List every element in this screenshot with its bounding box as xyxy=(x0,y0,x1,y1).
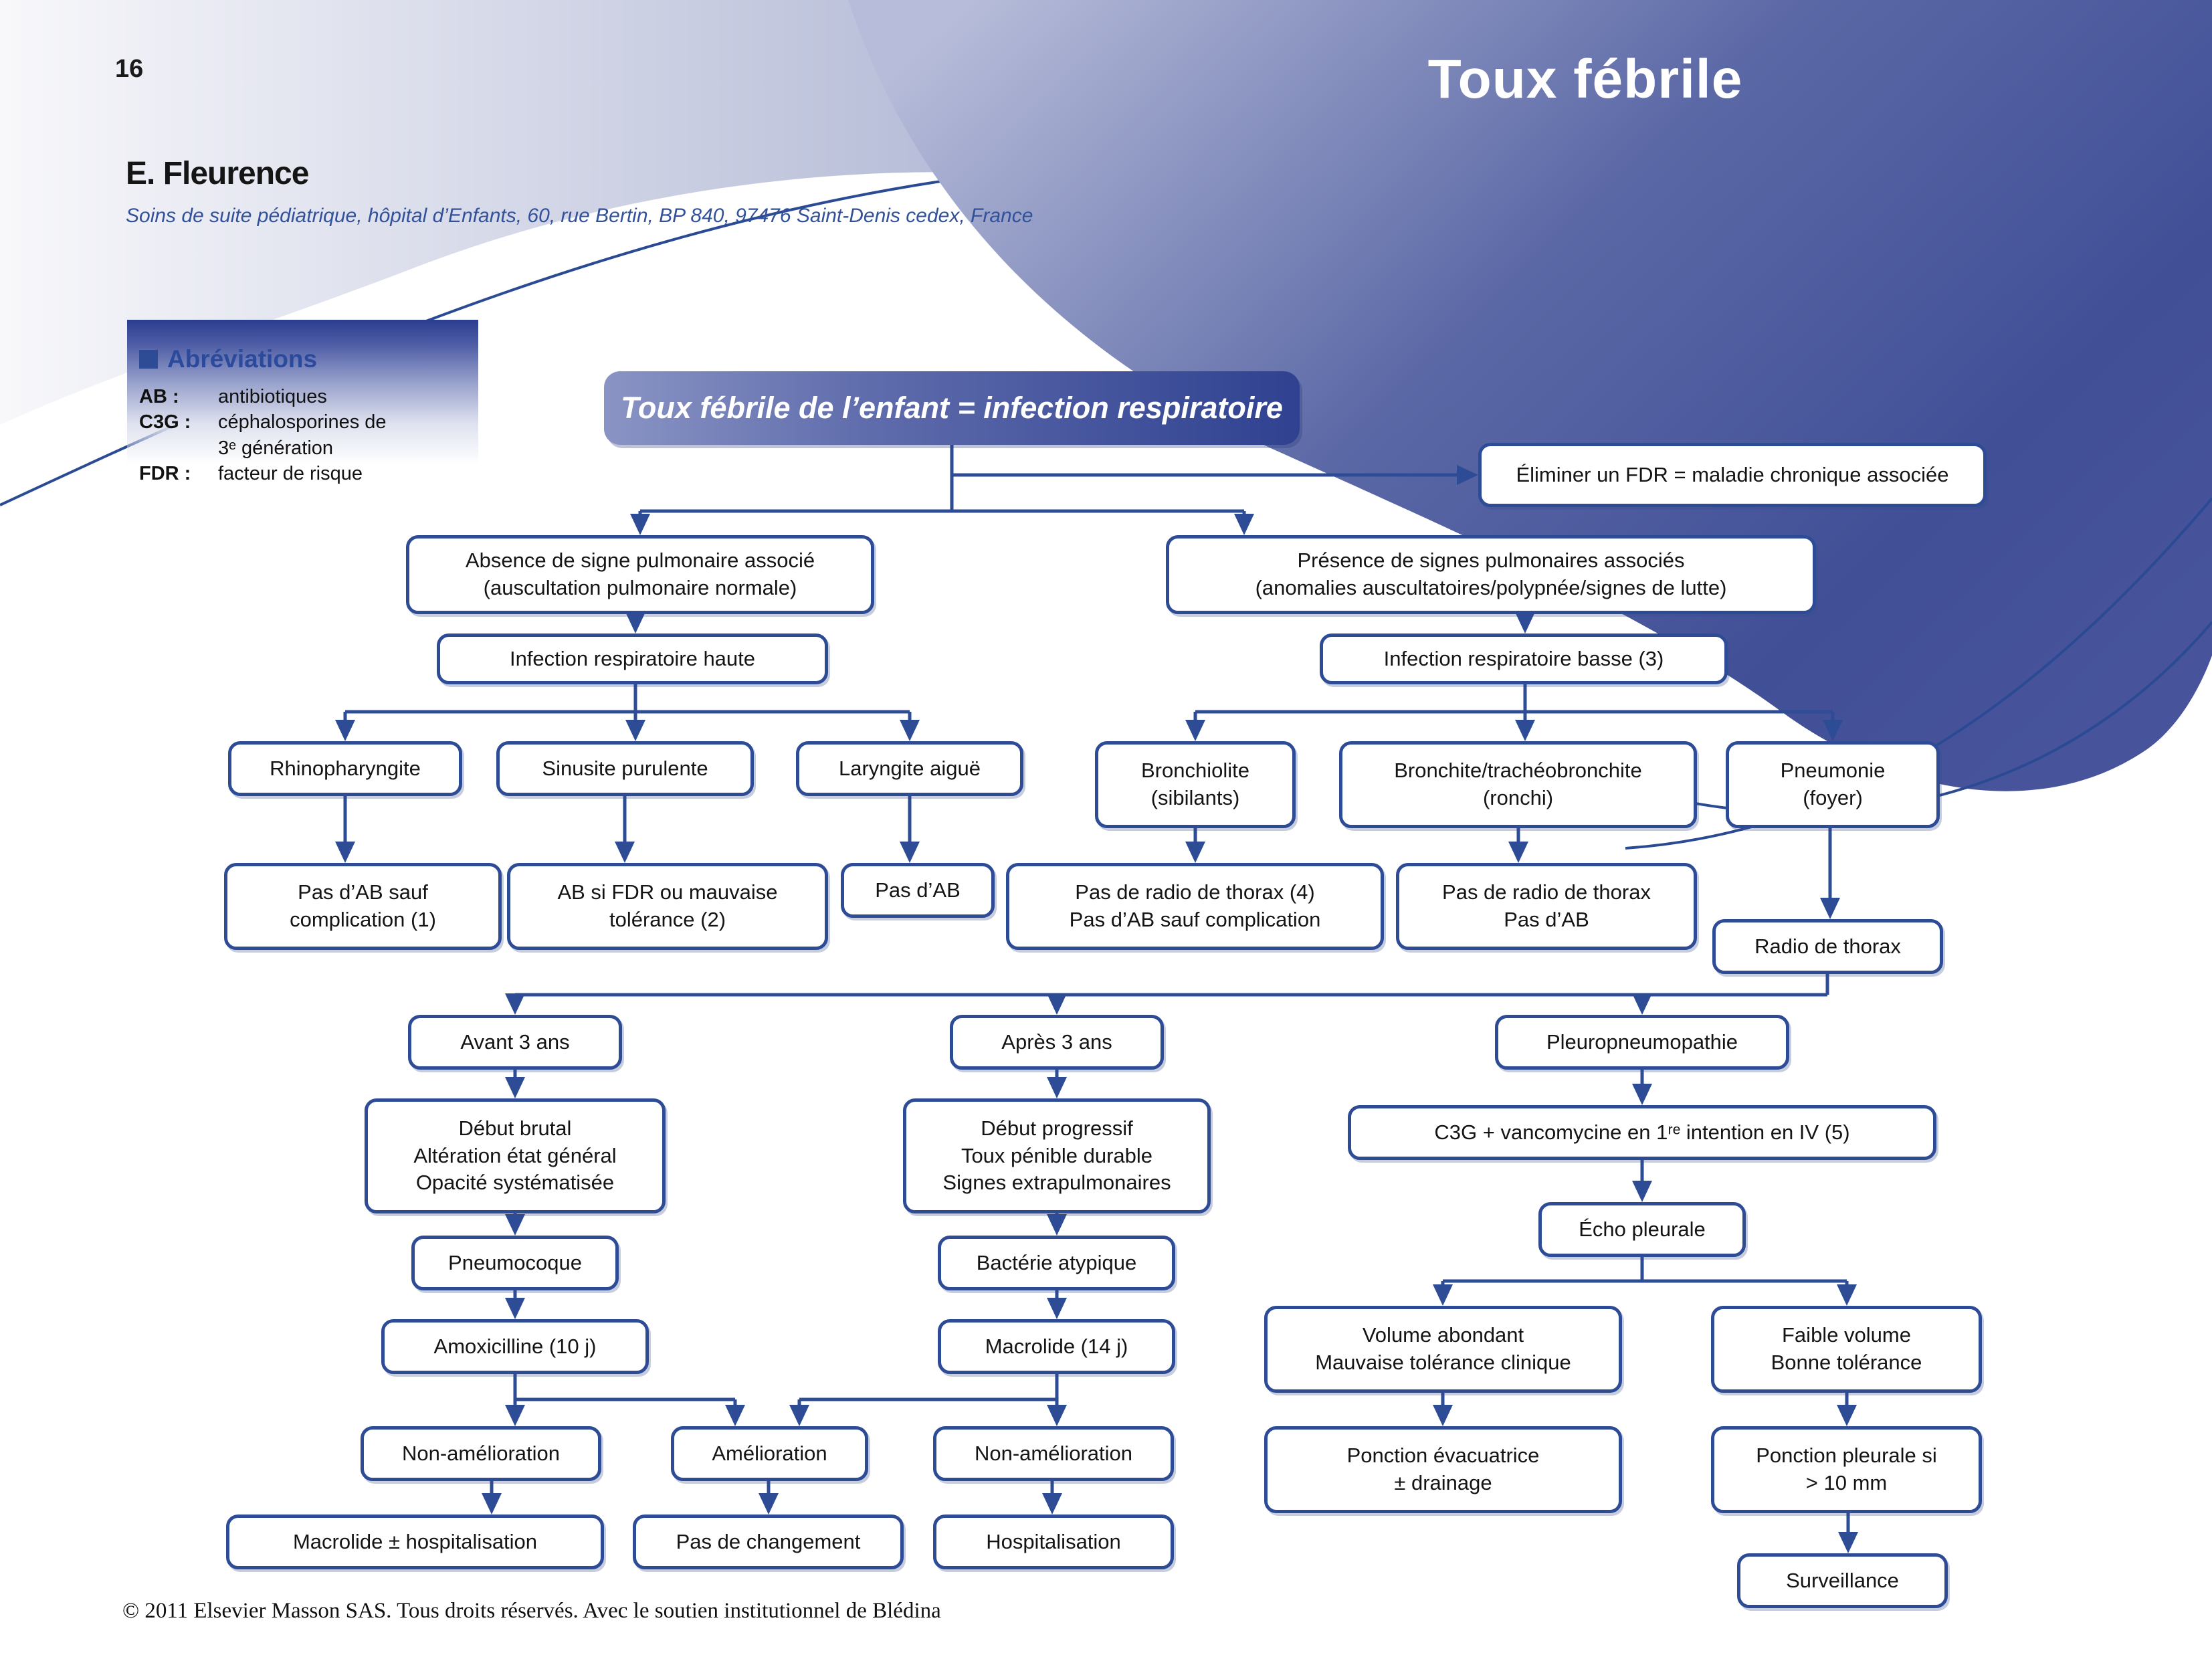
node-line: Pas d’AB xyxy=(875,878,961,902)
node-line: Infection respiratoire haute xyxy=(509,646,756,670)
node-absence-signe xyxy=(406,535,874,614)
node-faible-volume xyxy=(1711,1306,1982,1393)
node-debut-progressif xyxy=(903,1098,1211,1213)
node-pas-de-changement xyxy=(633,1515,904,1569)
node-line: Non-amélioration xyxy=(974,1441,1133,1465)
abbreviation-definition-line: 3ᵉ génération xyxy=(218,437,334,459)
node-line: Pneumonie xyxy=(1780,759,1886,783)
node-line: Pas de changement xyxy=(676,1529,861,1553)
node-line: Laryngite aiguë xyxy=(839,756,981,780)
node-pas-radio-4 xyxy=(1006,863,1384,950)
node-echo-pleurale xyxy=(1538,1202,1746,1257)
node-non-amelioration-1 xyxy=(361,1426,601,1481)
abbreviations-list xyxy=(139,384,466,486)
node-line: Opacité systématisée xyxy=(415,1171,615,1195)
node-line: Ponction pleurale si xyxy=(1756,1444,1937,1468)
node-pas-ab xyxy=(841,863,995,918)
node-line: Volume abondant xyxy=(1362,1323,1524,1347)
node-c3g-vancomycine xyxy=(1348,1105,1936,1160)
abbreviation-term: C3G : xyxy=(139,411,191,433)
node-infection-haute xyxy=(437,633,828,684)
node-line: Toux fébrile de l’enfant = infection respiratoire xyxy=(621,391,1283,425)
node-line: Hospitalisation xyxy=(986,1529,1121,1553)
node-volume-abondant xyxy=(1264,1306,1622,1393)
node-line: Altération état général xyxy=(413,1143,617,1167)
node-root xyxy=(604,371,1300,445)
node-pas-ab-sauf-complication xyxy=(224,863,502,950)
node-line: Éliminer un FDR = maladie chronique associée xyxy=(1516,462,1949,486)
node-line: Faible volume xyxy=(1782,1323,1911,1347)
node-infection-basse xyxy=(1320,633,1728,684)
abbreviation-definition-line: antibiotiques xyxy=(218,386,327,407)
node-line: Radio de thorax xyxy=(1754,934,1901,958)
node-line: Bonne tolérance xyxy=(1771,1351,1922,1374)
node-pleuropneumopathie xyxy=(1495,1015,1789,1070)
node-ponction-pleurale xyxy=(1711,1426,1982,1513)
node-line: Infection respiratoire basse (3) xyxy=(1383,646,1664,670)
node-amelioration xyxy=(671,1426,868,1481)
abbreviation-row xyxy=(139,384,466,409)
node-line: Bronchite/trachéobronchite xyxy=(1394,759,1642,783)
node-presence-signes xyxy=(1166,535,1816,614)
author-affiliation: Soins de suite pédiatrique, hôpital d’Enfants, 60, rue Bertin, BP 840, 97476 Saint-Denis cedex, France xyxy=(126,205,1033,227)
node-apres-3-ans xyxy=(950,1015,1164,1070)
node-line: ± drainage xyxy=(1394,1471,1492,1494)
node-line: tolérance (2) xyxy=(609,908,726,931)
node-line: Après 3 ans xyxy=(1001,1030,1112,1054)
node-non-amelioration-2 xyxy=(933,1426,1174,1481)
node-line: C3G + vancomycine en 1ʳᵉ intention en IV (5) xyxy=(1434,1120,1850,1144)
node-line: Avant 3 ans xyxy=(460,1030,570,1054)
node-line: Bactérie atypique xyxy=(976,1250,1137,1274)
node-line: Sinusite purulente xyxy=(542,756,708,780)
node-line: (auscultation pulmonaire normale) xyxy=(483,576,797,599)
node-eliminer-fdr xyxy=(1478,443,1987,507)
node-ab-si-fdr xyxy=(507,863,828,950)
abbreviation-definition xyxy=(218,461,466,486)
node-line: (anomalies auscultatoires/polypnée/signes de lutte) xyxy=(1255,576,1727,599)
node-line: Pneumocoque xyxy=(448,1250,582,1274)
node-line: Mauvaise tolérance clinique xyxy=(1315,1351,1571,1374)
node-surveillance xyxy=(1737,1553,1948,1608)
node-bronchiolite xyxy=(1095,741,1296,828)
abbreviation-definition xyxy=(218,409,466,461)
square-bullet-icon xyxy=(139,350,158,369)
abbreviation-row xyxy=(139,461,466,486)
page-number: 16 xyxy=(115,55,144,83)
node-line: Pleuropneumopathie xyxy=(1546,1030,1738,1054)
node-line: Macrolide ± hospitalisation xyxy=(292,1529,538,1553)
node-line: Ponction évacuatrice xyxy=(1346,1444,1540,1468)
node-line: Pas d’AB sauf complication xyxy=(1069,908,1321,931)
abbreviation-term: AB : xyxy=(139,386,179,407)
node-line: Toux pénible durable xyxy=(961,1143,1153,1167)
node-line: (foyer) xyxy=(1803,786,1863,809)
abbreviations-title xyxy=(139,345,466,373)
footer-copyright: © 2011 Elsevier Masson SAS. Tous droits réservés. Avec le soutien institutionnel de Blédina xyxy=(122,1599,941,1623)
node-line: Pas de radio de thorax xyxy=(1442,880,1651,904)
node-line: (sibilants) xyxy=(1150,786,1240,809)
node-pneumocoque xyxy=(411,1236,619,1290)
node-line: Début brutal xyxy=(458,1116,572,1140)
node-line: complication (1) xyxy=(290,908,436,931)
node-line: Amoxicilline (10 j) xyxy=(433,1334,597,1358)
node-line: Présence de signes pulmonaires associés xyxy=(1297,549,1685,573)
node-debut-brutal xyxy=(365,1098,666,1213)
node-pneumonie xyxy=(1726,741,1940,828)
abbreviation-definition-line: facteur de risque xyxy=(218,462,363,484)
node-macrolide-14j xyxy=(938,1319,1175,1374)
node-line: Surveillance xyxy=(1786,1568,1899,1592)
node-line: Début progressif xyxy=(981,1116,1133,1140)
node-macrolide-hospitalisation xyxy=(226,1515,604,1569)
node-hospitalisation xyxy=(933,1515,1174,1569)
node-line: Pas de radio de thorax (4) xyxy=(1075,880,1315,904)
node-amoxicilline xyxy=(381,1319,649,1374)
node-line: Pas d’AB xyxy=(1504,908,1589,931)
node-line: AB si FDR ou mauvaise xyxy=(557,880,778,904)
node-line: Pas d’AB sauf xyxy=(298,880,428,904)
node-line: > 10 mm xyxy=(1805,1471,1888,1494)
node-line: Non-amélioration xyxy=(401,1441,561,1465)
node-line: Écho pleurale xyxy=(1579,1217,1706,1241)
abbreviations-box xyxy=(127,320,478,520)
node-line: Amélioration xyxy=(712,1441,827,1465)
abbreviation-definition-line: céphalosporines de xyxy=(218,411,387,433)
node-sinusite xyxy=(496,741,754,796)
node-pas-radio xyxy=(1396,863,1697,950)
node-ponction-evacuatrice xyxy=(1264,1426,1622,1513)
node-line: Signes extrapulmonaires xyxy=(942,1171,1171,1195)
abbreviation-term: FDR : xyxy=(139,462,191,484)
node-avant-3-ans xyxy=(408,1015,622,1070)
node-line: Absence de signe pulmonaire associé xyxy=(465,549,815,573)
node-bacterie-atypique xyxy=(938,1236,1175,1290)
node-line: (ronchi) xyxy=(1482,786,1554,809)
node-radio-thorax xyxy=(1712,919,1943,974)
page-title: Toux fébrile xyxy=(1427,49,1743,110)
author-name: E. Fleurence xyxy=(126,156,309,191)
node-bronchite xyxy=(1339,741,1697,828)
node-line: Macrolide (14 j) xyxy=(985,1334,1128,1358)
node-line: Rhinopharyngite xyxy=(270,756,421,780)
node-rhinopharyngite xyxy=(228,741,462,796)
abbreviations-title-label: Abréviations xyxy=(167,345,318,373)
abbreviation-row xyxy=(139,409,466,461)
node-laryngite xyxy=(796,741,1023,796)
abbreviation-definition xyxy=(218,384,466,409)
node-line: Bronchiolite xyxy=(1141,759,1249,783)
